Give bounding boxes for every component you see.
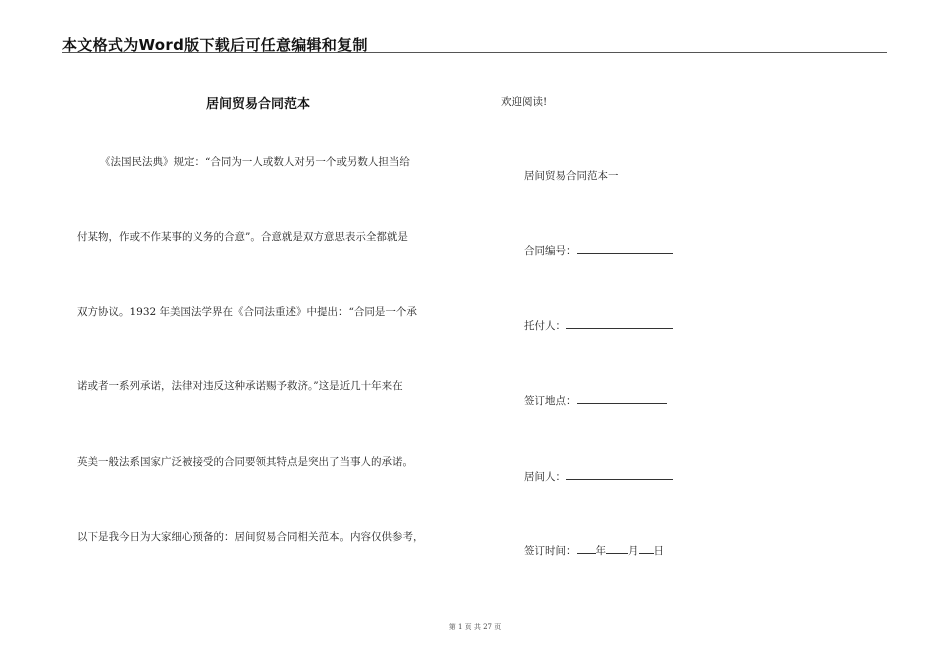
month-blank — [606, 543, 628, 554]
contract-number-blank — [577, 243, 673, 254]
signing-time-field — [524, 543, 664, 558]
contract-subtitle: 居间贸易合同范本一 — [524, 170, 619, 182]
year-blank — [577, 543, 596, 554]
body-line-3: 双方协议。1932 年美国法学界在《合同法重述》中提出：“合同是一个承 — [77, 306, 417, 318]
signing-place-blank — [577, 393, 667, 404]
day-blank — [639, 543, 654, 554]
signing-time-label: 签订时间： — [524, 545, 577, 557]
page-footer: 第 1 页 共 27 页 — [448, 623, 502, 631]
principal-field — [524, 318, 673, 333]
page-header: 本文格式为Word版下载后可任意编辑和复制 — [62, 36, 368, 54]
principal-label: 托付人： — [524, 320, 566, 332]
month-label: 月 — [628, 545, 639, 557]
body-line-1: 《法国民法典》规定：“合同为一人或数人对另一个或另数人担当给 — [100, 156, 410, 168]
intermediary-label: 居间人： — [524, 471, 566, 483]
year-label: 年 — [595, 545, 606, 557]
day-label: 日 — [653, 545, 664, 557]
body-line-4: 诺或者一系列承诺，法律对违反这种承诺赐予救济。”这是近几十年来在 — [77, 380, 403, 392]
signing-place-field — [524, 393, 667, 408]
contract-number-label: 合同编号： — [524, 245, 577, 257]
intermediary-blank — [566, 469, 673, 480]
body-line-6: 以下是我今日为大家细心预备的：居间贸易合同相关范本。内容仅供参考， — [77, 531, 424, 543]
body-line-5: 英美一般法系国家广泛被接受的合同要领其特点是突出了当事人的承诺。 — [77, 456, 413, 468]
intermediary-field — [524, 469, 673, 484]
contract-number-field — [524, 243, 673, 258]
signing-place-label: 签订地点： — [524, 395, 577, 407]
welcome-text: 欢迎阅读! — [501, 96, 548, 108]
document-title: 居间贸易合同范本 — [206, 97, 311, 112]
body-line-2: 付某物，作或不作某事的义务的合意”。合意就是双方意思表示全都就是 — [77, 231, 408, 243]
principal-blank — [566, 318, 673, 329]
header-divider — [62, 52, 887, 53]
